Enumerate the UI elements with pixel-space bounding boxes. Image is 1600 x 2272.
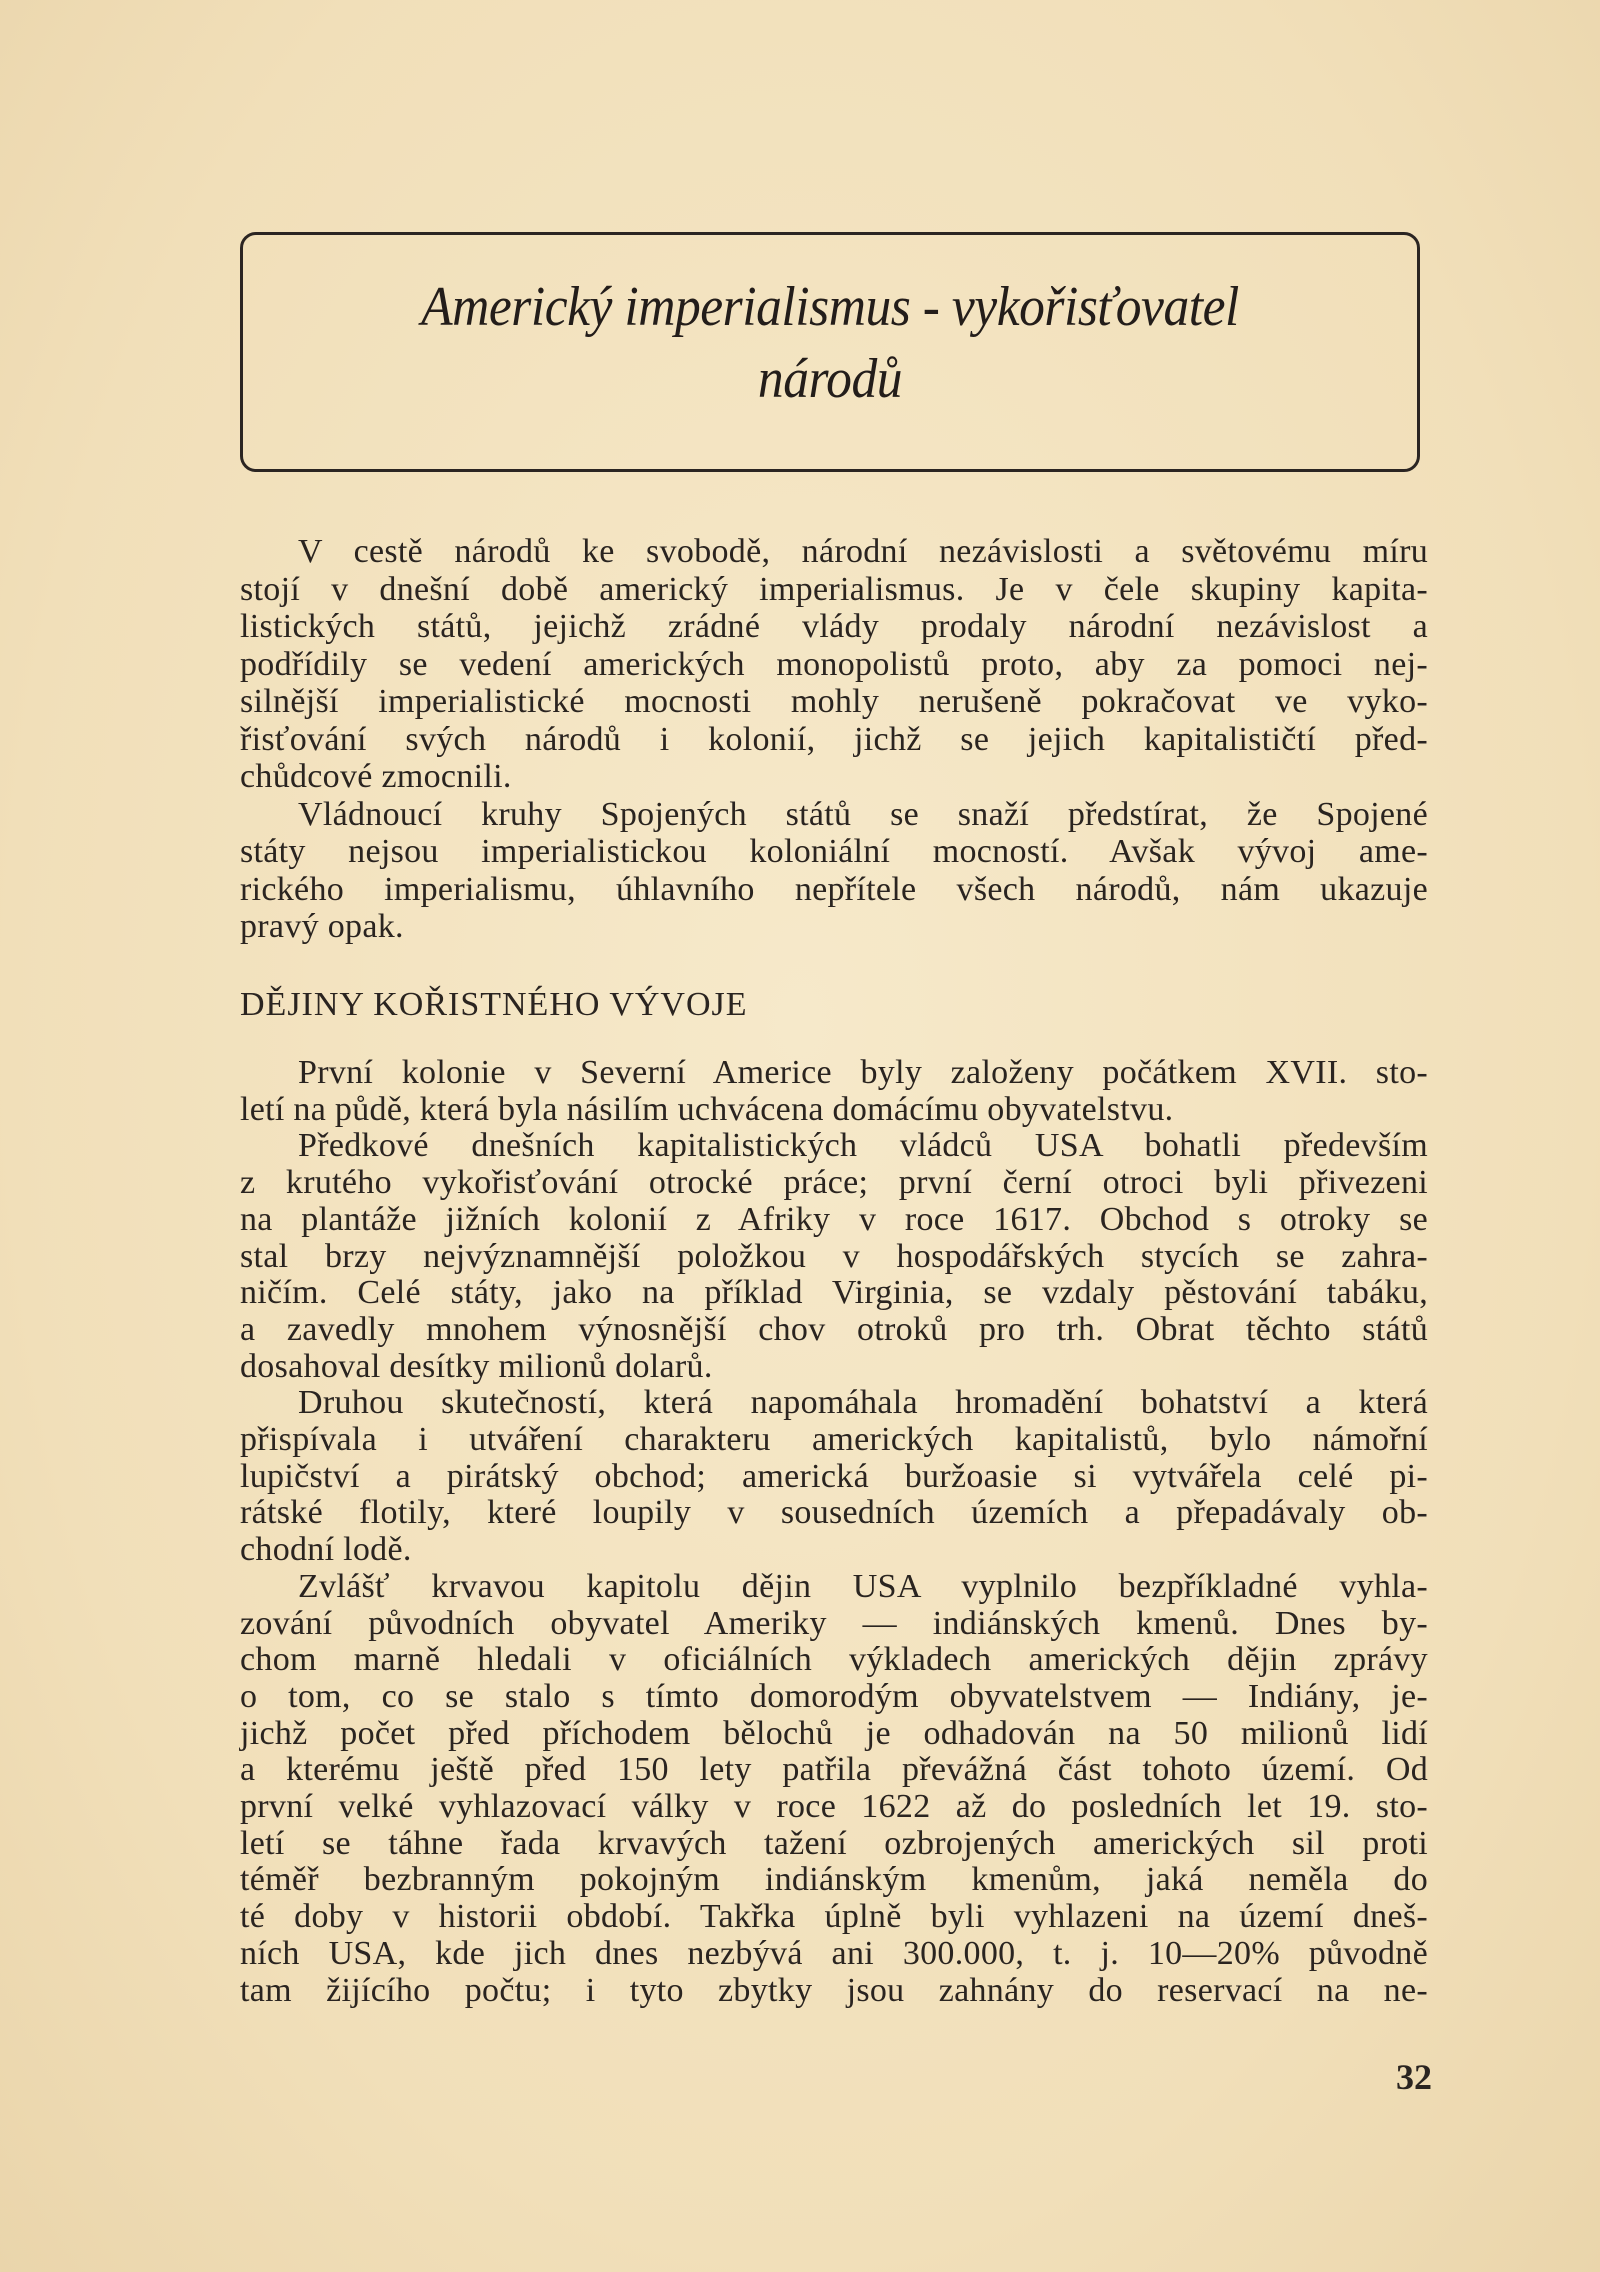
text-line: ničím. Celé státy, jako na příklad Virginia, se vzdaly pěstování tabáku,: [240, 1274, 1428, 1312]
text-line: stal brzy nejvýznamnější položkou v hospodářských stycích se zahra-: [240, 1237, 1428, 1275]
text-line: Vládnoucí kruhy Spojených států se snaží předstírat, že Spojené: [298, 795, 1428, 833]
text-line: ních USA, kde jich dnes nezbývá ani 300.000, t. j. 10—20% původně: [240, 1934, 1428, 1972]
text-line: první velké vyhlazovací války v roce 1622 až do posledních let 19. sto-: [240, 1788, 1428, 1825]
text-line: řisťování svých národů i kolonií, jichž se jejich kapitalističtí před-: [240, 720, 1428, 758]
text-line: stojí v dnešní době americký imperialismus. Je v čele skupiny kapita-: [240, 570, 1428, 608]
section-heading: DĚJINY KOŘISTNÉHO VÝVOJE: [240, 986, 748, 1023]
page-title-line-1: Americký imperialismus - vykořisťovatel: [421, 276, 1239, 338]
text-line: Zvlášť krvavou kapitolu dějin USA vyplnilo bezpříkladné vyhla-: [298, 1567, 1428, 1605]
text-line: silnější imperialistické mocnosti mohly nerušeně pokračovat ve vyko-: [240, 683, 1428, 720]
text-line: a kterému ještě před 150 lety patřila převážná část tohoto území. Od: [240, 1751, 1428, 1789]
text-line: lupičství a pirátský obchod; americká buržoasie si vytvářela celé pi-: [240, 1457, 1428, 1495]
text-line: chodní lodě.: [240, 1531, 412, 1569]
text-line: letí se táhne řada krvavých tažení ozbrojených amerických sil proti: [240, 1824, 1428, 1862]
text-line: přispívala i utváření charakteru amerických kapitalistů, bylo námořní: [240, 1421, 1428, 1458]
page-title-line-2: národů: [757, 348, 903, 410]
text-line: státy nejsou imperialistickou koloniální mocností. Avšak vývoj ame-: [240, 833, 1428, 870]
text-line: pravý opak.: [240, 908, 404, 945]
text-line: chůdcové zmocnili.: [240, 758, 512, 795]
text-line: chom marně hledali v oficiálních výkladech amerických dějin zprávy: [240, 1641, 1428, 1679]
text-line: Předkové dnešních kapitalistických vládců USA bohatli především: [298, 1127, 1428, 1165]
text-line: z krutého vykořisťování otrocké práce; první černí otroci byli přivezeni: [240, 1164, 1428, 1202]
title-box: [240, 232, 1420, 472]
text-line: První kolonie v Severní Americe byly založeny počátkem XVII. sto-: [298, 1054, 1428, 1091]
text-line: o tom, co se stalo s tímto domorodým obyvatelstvem — Indiány, je-: [240, 1677, 1428, 1715]
text-line: téměř bezbranným pokojným indiánským kmenům, jaká neměla do: [240, 1861, 1428, 1899]
text-line: podřídily se vedení amerických monopolistů proto, aby za pomoci nej-: [240, 645, 1428, 683]
text-line: zování původních obyvatel Ameriky — indiánských kmenů. Dnes by-: [240, 1604, 1428, 1642]
text-line: a zavedly mnohem výnosnější chov otroků pro trh. Obrat těchto států: [240, 1310, 1428, 1348]
text-line: tam žijícího počtu; i tyto zbytky jsou zahnány do reservací na ne-: [240, 1971, 1428, 2009]
text-line: V cestě národů ke svobodě, národní nezávislosti a světovému míru: [298, 533, 1428, 570]
text-line: listických států, jejichž zrádné vlády prodaly národní nezávislost a: [240, 608, 1428, 645]
text-line: rického imperialismu, úhlavního nepřítele všech národů, nám ukazuje: [240, 870, 1428, 908]
text-line: dosahoval desítky milionů dolarů.: [240, 1347, 713, 1385]
text-line: na plantáže jižních kolonií z Afriky v roce 1617. Obchod s otroky se: [240, 1200, 1428, 1238]
text-line: jichž počet před příchodem bělochů je odhadován na 50 milionů lidí: [240, 1714, 1428, 1752]
text-line: Druhou skutečností, která napomáhala hromadění bohatství a která: [298, 1384, 1428, 1422]
text-line: té doby v historii období. Takřka úplně byli vyhlazeni na území dneš-: [240, 1898, 1428, 1936]
text-line: letí na půdě, která byla násilím uchvácena domácímu obyvatelstvu.: [240, 1090, 1174, 1128]
text-line: rátské flotily, které loupily v sousedních územích a přepadávaly ob-: [240, 1494, 1428, 1532]
page-number: 32: [1396, 2057, 1432, 2097]
